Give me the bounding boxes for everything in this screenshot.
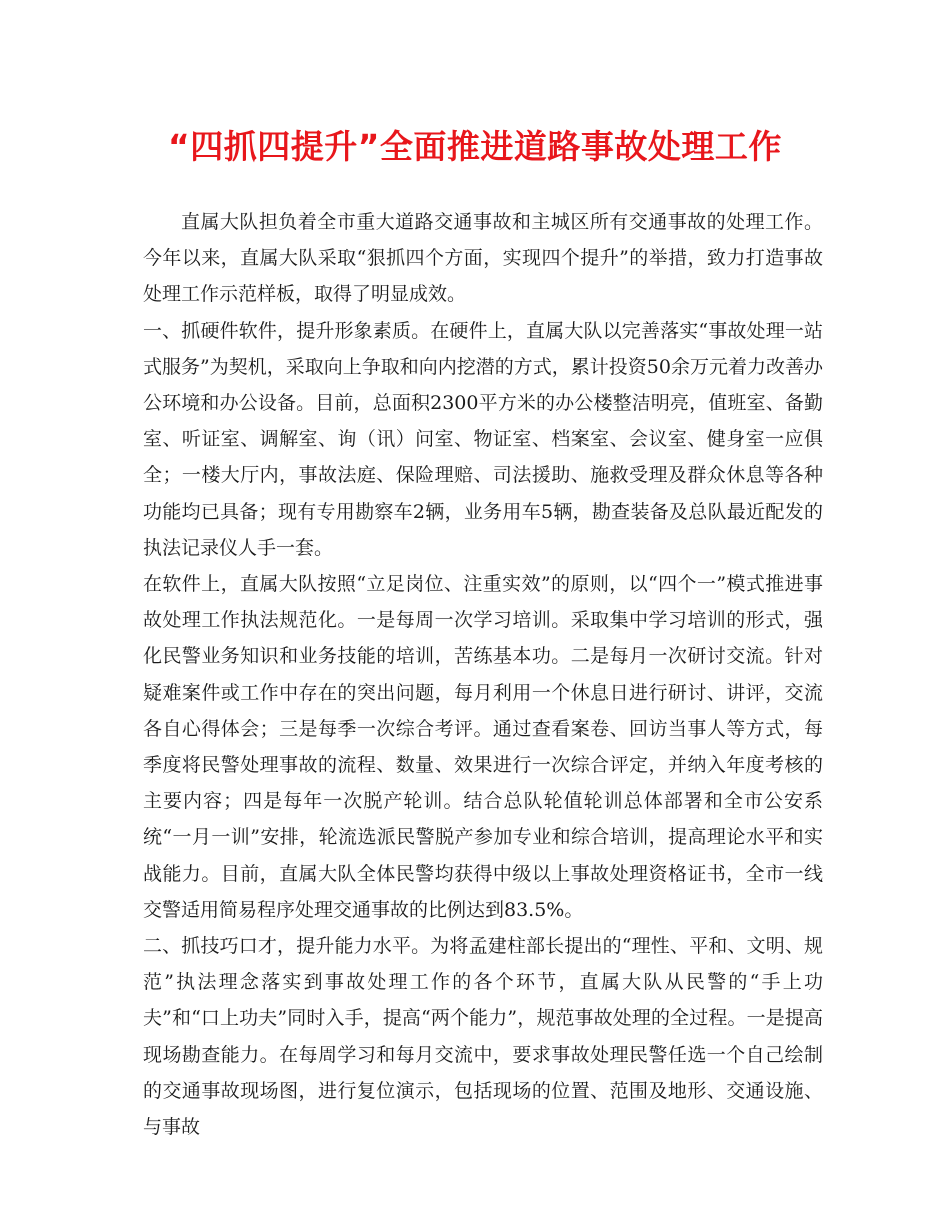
paragraph-section-2: 二、抓技巧口才，提升能力水平。为将孟建柱部长提出的“理性、平和、文明、规范”执法理念落实到事故处理工作的各个环节，直属大队从民警的“手上功夫”和“口上功夫”同时入手，提高“两个能力”，规范事故处理的全过程。一是提高现场勘查能力。在每周学习和每月交流中，要求事故处理民警任选一个自己绘制的交通事故现场图，进行复位演示，包括现场的位置、范围及地形、交通设施、与事故 <box>143 935 823 1139</box>
paragraph-section-1-hardware: 一、抓硬件软件，提升形象素质。在硬件上，直属大队以完善落实“事故处理一站式服务”为契机，采取向上争取和向内挖潜的方式，累计投资50余万元着力改善办公环境和办公设备。目前，总面积2300平方米的办公楼整洁明亮，值班室、备勤室、听证室、调解室、询（讯）问室、物证室、档案室、会议室、健身室一应俱全；一楼大厅内，事故法庭、保险理赔、司法援助、施救受理及群众休息等各种功能均已具备；现有专用勘察车2辆，业务用车5辆，勘查装备及总队最近配发的执法记录仪人手一套。 <box>143 319 823 559</box>
document-body <box>143 204 823 1145</box>
paragraph-section-1-software: 在软件上，直属大队按照“立足岗位、注重实效”的原则，以“四个一”模式推进事故处理工作执法规范化。一是每周一次学习培训。采取集中学习培训的形式，强化民警业务知识和业务技能的培训，苦练基本功。二是每月一次研讨交流。针对疑难案件或工作中存在的突出问题，每月利用一个休息日进行研讨、讲评，交流各自心得体会；三是每季一次综合考评。通过查看案卷、回访当事人等方式，每季度将民警处理事故的流程、数量、效果进行一次综合评定，并纳入年度考核的主要内容；四是每年一次脱产轮训。结合总队轮值轮训总体部署和全市公安系统“一月一训”安排，轮流选派民警脱产参加专业和综合培训，提高理论水平和实战能力。目前，直属大队全体民警均获得中级以上事故处理资格证书，全市一线交警适用简易程序处理交通事故的比例达到83.5%。 <box>143 573 823 921</box>
paragraph-intro: 直属大队担负着全市重大道路交通事故和主城区所有交通事故的处理工作。今年以来，直属大队采取“狠抓四个方面，实现四个提升”的举措，致力打造事故处理工作示范样板，取得了明显成效。 <box>143 211 823 306</box>
document-title: “四抓四提升”全面推进道路事故处理工作 <box>168 127 782 166</box>
